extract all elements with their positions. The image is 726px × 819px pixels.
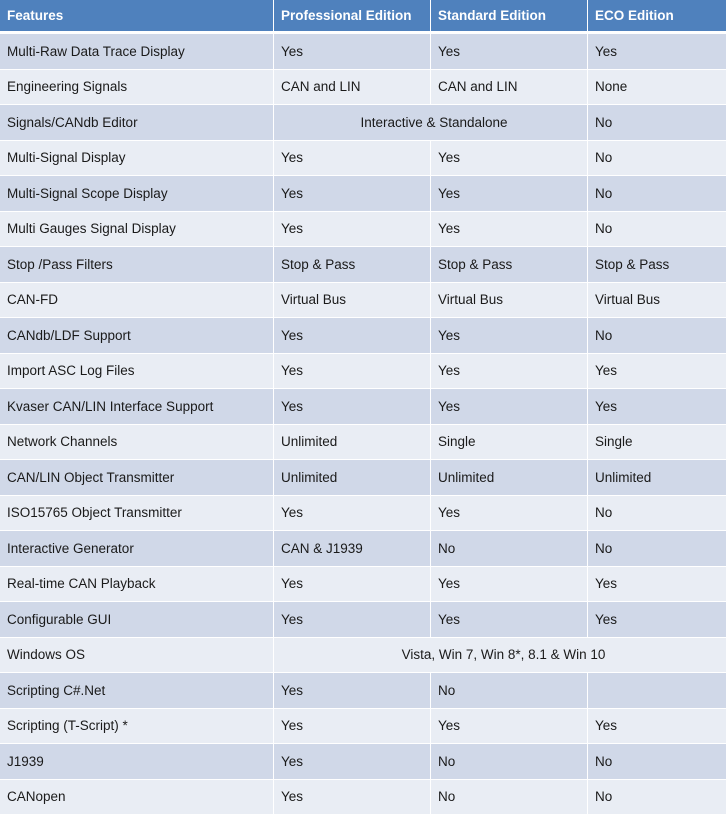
table-row [0,744,726,780]
standard-cell: No [431,673,588,709]
table-row [0,354,726,390]
feature-cell: CAN-FD [0,283,274,319]
standard-cell: Yes [431,709,588,745]
table-row [0,531,726,567]
feature-cell: Scripting (T-Script) * [0,709,274,745]
standard-cell: Yes [431,567,588,603]
professional-cell: CAN & J1939 [274,531,431,567]
standard-cell: Yes [431,34,588,70]
feature-cell: Network Channels [0,425,274,461]
standard-cell: Yes [431,389,588,425]
table-row [0,638,726,674]
standard-cell: No [431,744,588,780]
eco-cell: No [588,141,726,177]
standard-cell: Yes [431,602,588,638]
professional-cell: Unlimited [274,425,431,461]
feature-cell: Multi-Raw Data Trace Display [0,34,274,70]
professional-cell: Yes [274,744,431,780]
eco-cell: Stop & Pass [588,247,726,283]
eco-cell: Yes [588,709,726,745]
standard-cell: Yes [431,176,588,212]
standard-cell: Unlimited [431,460,588,496]
professional-cell: CAN and LIN [274,70,431,106]
standard-cell: Yes [431,354,588,390]
professional-cell: Yes [274,318,431,354]
eco-cell: No [588,531,726,567]
header-professional-edition: Professional Edition [274,0,431,34]
professional-cell: Virtual Bus [274,283,431,319]
professional-cell: Yes [274,212,431,248]
table-row [0,70,726,106]
feature-cell: ISO15765 Object Transmitter [0,496,274,532]
eco-cell: No [588,105,726,141]
standard-cell: Yes [431,318,588,354]
professional-cell: Yes [274,354,431,390]
feature-cell: Configurable GUI [0,602,274,638]
feature-cell: J1939 [0,744,274,780]
professional-cell: Yes [274,602,431,638]
header-features: Features [0,0,274,34]
table-row [0,318,726,354]
table-row [0,602,726,638]
professional-cell: Yes [274,496,431,532]
table-row [0,176,726,212]
header-standard-edition: Standard Edition [431,0,588,34]
feature-cell: Stop /Pass Filters [0,247,274,283]
standard-cell: Yes [431,141,588,177]
standard-cell: Yes [431,212,588,248]
eco-cell: Virtual Bus [588,283,726,319]
feature-cell: Multi Gauges Signal Display [0,212,274,248]
professional-cell: Stop & Pass [274,247,431,283]
eco-cell: Yes [588,354,726,390]
professional-cell: Yes [274,673,431,709]
professional-cell: Yes [274,141,431,177]
feature-cell: Engineering Signals [0,70,274,106]
feature-cell: Scripting C#.Net [0,673,274,709]
eco-cell: Yes [588,602,726,638]
table-row [0,283,726,319]
feature-cell: CANdb/LDF Support [0,318,274,354]
table-row [0,567,726,603]
feature-cell: Real-time CAN Playback [0,567,274,603]
table-row [0,496,726,532]
eco-cell: No [588,176,726,212]
professional-cell: Unlimited [274,460,431,496]
eco-cell: No [588,318,726,354]
feature-cell: Signals/CANdb Editor [0,105,274,141]
table-row [0,780,726,816]
table-row [0,673,726,709]
professional-cell: Yes [274,567,431,603]
standard-cell: Yes [431,496,588,532]
standard-cell: No [431,780,588,816]
eco-cell: Yes [588,567,726,603]
standard-cell: CAN and LIN [431,70,588,106]
feature-cell: Windows OS [0,638,274,674]
table-row [0,141,726,177]
table-row [0,247,726,283]
eco-cell: No [588,496,726,532]
standard-cell: Virtual Bus [431,283,588,319]
table-row [0,389,726,425]
professional-cell: Yes [274,176,431,212]
table-row [0,105,726,141]
table-row [0,460,726,496]
standard-cell: No [431,531,588,567]
feature-cell: CAN/LIN Object Transmitter [0,460,274,496]
header-eco-edition: ECO Edition [588,0,726,34]
professional-cell: Yes [274,780,431,816]
table-row [0,34,726,70]
standard-cell: Stop & Pass [431,247,588,283]
feature-cell: Import ASC Log Files [0,354,274,390]
eco-cell: No [588,212,726,248]
feature-cell: Multi-Signal Scope Display [0,176,274,212]
header-row [0,0,726,34]
eco-cell: Unlimited [588,460,726,496]
standard-cell: Single [431,425,588,461]
eco-cell: Yes [588,389,726,425]
professional-cell: Yes [274,709,431,745]
eco-cell: None [588,70,726,106]
table-row [0,425,726,461]
professional-standard-merged-cell: Interactive & Standalone [274,105,588,141]
feature-cell: Kvaser CAN/LIN Interface Support [0,389,274,425]
eco-cell [588,673,726,709]
feature-cell: Interactive Generator [0,531,274,567]
professional-cell: Yes [274,34,431,70]
eco-cell: No [588,780,726,816]
table-row [0,709,726,745]
eco-cell: No [588,744,726,780]
eco-cell: Yes [588,34,726,70]
professional-cell: Yes [274,389,431,425]
table-row [0,212,726,248]
feature-cell: Multi-Signal Display [0,141,274,177]
eco-cell: Single [588,425,726,461]
feature-cell: CANopen [0,780,274,816]
all-editions-merged-cell: Vista, Win 7, Win 8*, 8.1 & Win 10 [274,638,726,674]
